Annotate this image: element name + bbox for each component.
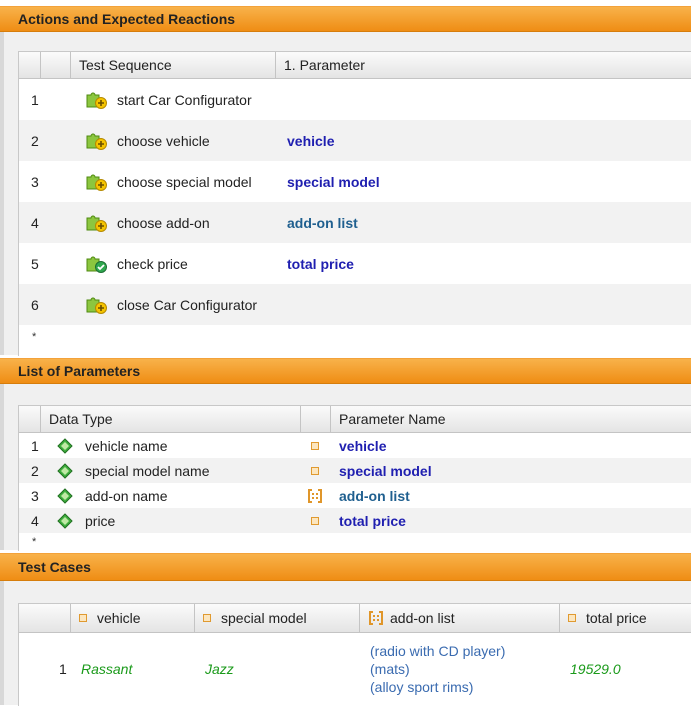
column-header-test-sequence[interactable]: Test Sequence — [71, 52, 276, 78]
parameters-table-header — [19, 406, 691, 433]
step-parameter[interactable]: vehicle — [287, 132, 335, 149]
row-number: 3 — [31, 487, 39, 504]
puzzle-add-icon — [85, 120, 109, 161]
test-sequence-row[interactable] — [19, 120, 691, 161]
add-on-item: (radio with CD player) — [370, 643, 506, 659]
test-cases-section-title: Test Cases — [18, 559, 91, 575]
test-sequence-table — [18, 51, 691, 356]
column-header-row-number[interactable] — [19, 604, 71, 632]
new-row-marker: * — [32, 331, 37, 343]
test-cases-section-header[interactable] — [0, 553, 691, 581]
parameters-section — [0, 384, 691, 550]
row-number: 4 — [31, 512, 39, 529]
parameter-row[interactable] — [19, 483, 691, 508]
actions-section-header[interactable] — [0, 6, 691, 32]
single-value-icon — [311, 433, 319, 458]
row-number: 2 — [31, 132, 39, 149]
single-value-icon — [568, 614, 576, 622]
parameters-section-title: List of Parameters — [18, 363, 141, 379]
test-sequence-row[interactable] — [19, 161, 691, 202]
new-row-marker: * — [32, 536, 37, 548]
add-on-item: (mats) — [370, 661, 410, 677]
step-label: choose special model — [117, 173, 252, 190]
puzzle-add-icon — [85, 202, 109, 243]
parameters-section-header[interactable] — [0, 358, 691, 384]
list-value-icon — [307, 483, 323, 508]
add-on-list-value[interactable] — [370, 633, 505, 705]
single-value-icon — [203, 614, 211, 622]
row-number: 6 — [31, 296, 39, 313]
test-sequence-row[interactable] — [19, 79, 691, 120]
data-type-label: special model name — [85, 462, 210, 479]
test-sequence-row[interactable] — [19, 202, 691, 243]
actions-section — [0, 32, 691, 355]
parameter-row[interactable] — [19, 433, 691, 458]
new-row-placeholder[interactable] — [19, 534, 691, 550]
row-number: 4 — [31, 214, 39, 231]
vehicle-value[interactable]: Rassant — [81, 661, 133, 677]
datatype-diamond-icon — [57, 483, 73, 508]
row-number: 1 — [59, 661, 67, 677]
puzzle-add-icon — [85, 79, 109, 120]
column-header-marker[interactable] — [41, 52, 71, 78]
step-parameter[interactable]: add-on list — [287, 214, 358, 231]
data-type-label: price — [85, 512, 116, 529]
puzzle-add-icon — [85, 161, 109, 202]
step-label: close Car Configurator — [117, 296, 258, 313]
step-label: start Car Configurator — [117, 91, 252, 108]
row-number: 1 — [31, 91, 39, 108]
column-header-add-on-list[interactable]: add-on list — [360, 604, 560, 632]
total-price-value[interactable]: 19529.0 — [570, 661, 621, 677]
datatype-diamond-icon — [57, 508, 73, 533]
step-parameter[interactable]: total price — [287, 255, 354, 272]
column-header-row-number[interactable] — [19, 406, 41, 432]
parameter-name[interactable]: total price — [339, 512, 406, 529]
step-parameter[interactable]: special model — [287, 173, 380, 190]
test-sequence-row[interactable] — [19, 243, 691, 284]
test-sequence-table-header — [19, 52, 691, 79]
parameter-name[interactable]: special model — [339, 462, 432, 479]
puzzle-add-icon — [85, 284, 109, 325]
parameter-row[interactable] — [19, 508, 691, 533]
test-cases-table — [18, 603, 691, 706]
column-header-vehicle[interactable]: vehicle — [71, 604, 195, 632]
data-type-label: vehicle name — [85, 437, 168, 454]
parameter-name[interactable]: vehicle — [339, 437, 387, 454]
special-model-value[interactable]: Jazz — [205, 661, 234, 677]
column-header-row-number[interactable] — [19, 52, 41, 78]
test-cases-section — [0, 581, 691, 705]
single-value-icon — [311, 458, 319, 483]
single-value-icon — [79, 614, 87, 622]
datatype-diamond-icon — [57, 458, 73, 483]
single-value-icon — [311, 508, 319, 533]
test-cases-table-header — [19, 604, 691, 633]
column-header-kind[interactable] — [301, 406, 331, 432]
column-header-parameter-name[interactable]: Parameter Name — [339, 411, 446, 427]
parameters-table — [18, 405, 691, 551]
list-value-icon — [368, 610, 384, 626]
puzzle-check-icon — [85, 243, 109, 284]
step-label: choose vehicle — [117, 132, 210, 149]
column-header-data-type[interactable]: Data Type — [41, 406, 301, 432]
row-number: 2 — [31, 462, 39, 479]
new-row-placeholder[interactable] — [19, 326, 691, 348]
actions-section-title: Actions and Expected Reactions — [18, 11, 236, 27]
test-case-row[interactable] — [19, 633, 691, 705]
column-header-total-price[interactable]: total price — [560, 604, 691, 632]
row-number: 1 — [31, 437, 39, 454]
test-sequence-row[interactable] — [19, 284, 691, 325]
add-on-item: (alloy sport rims) — [370, 679, 474, 695]
data-type-label: add-on name — [85, 487, 168, 504]
column-header-special-model[interactable]: special model — [195, 604, 360, 632]
datatype-diamond-icon — [57, 433, 73, 458]
column-header-1-parameter[interactable]: 1. Parameter — [284, 57, 365, 73]
parameter-row[interactable] — [19, 458, 691, 483]
parameter-name[interactable]: add-on list — [339, 487, 410, 504]
row-number: 3 — [31, 173, 39, 190]
step-label: choose add-on — [117, 214, 210, 231]
row-number: 5 — [31, 255, 39, 272]
step-label: check price — [117, 255, 188, 272]
